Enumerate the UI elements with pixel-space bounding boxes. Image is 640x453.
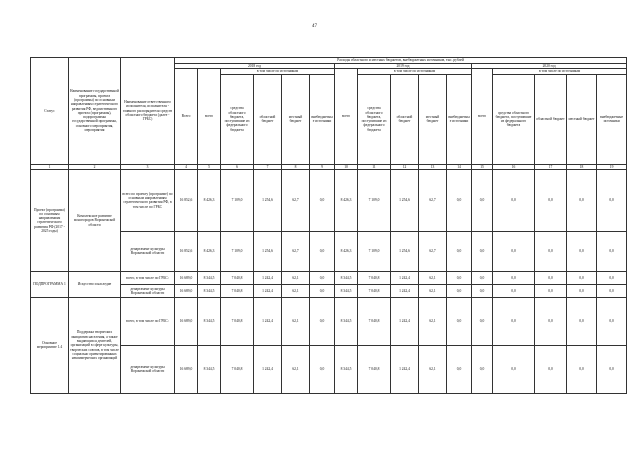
value-cell: 0,0 [447,169,472,231]
value-cell: 1 254,6 [391,169,419,231]
table-row [31,271,627,284]
header-2019-local: местный бюджет [419,74,447,164]
row-status: Основное мероприятие 1.4 [31,297,69,393]
value-cell: 62,7 [282,169,310,231]
value-cell: 0,0 [535,271,567,284]
value-cell: 0,0 [472,169,493,231]
value-cell: 0,0 [310,169,335,231]
value-cell: 0,0 [535,169,567,231]
value-cell: 1 242,4 [391,284,419,297]
row-executor: департамент культуры Воронежской области [121,231,175,271]
header-2018-oblast: областной бюджет [254,74,282,164]
table-body [31,169,627,393]
value-cell: 1 242,4 [254,345,282,393]
value-cell: 62,1 [282,284,310,297]
value-cell: 0,0 [310,297,335,345]
value-cell: 1 242,4 [254,284,282,297]
value-cell: 16 689,0 [175,271,198,284]
value-cell: 0,0 [493,271,535,284]
value-cell: 8 344,5 [198,297,221,345]
value-cell: 62,1 [282,297,310,345]
value-cell: 0,0 [472,345,493,393]
value-cell: 1 254,6 [254,231,282,271]
value-cell: 0,0 [567,284,597,297]
value-cell: 0,0 [597,169,627,231]
value-cell: 1 242,4 [391,345,419,393]
header-year-2018: 2018 год [175,64,335,69]
value-cell: 62,1 [419,297,447,345]
value-cell: 0,0 [472,271,493,284]
header-2020-local: местный бюджет [567,74,597,164]
value-cell: 0,0 [535,231,567,271]
row-status: Проект (программа) по основным направлениям стратегического развития РФ (2017 - 2025 годы) [31,169,69,271]
row-executor: департамент культуры Воронежской области [121,345,175,393]
column-number: 15 [472,164,493,169]
value-cell: 0,0 [597,284,627,297]
page-number: 47 [312,24,317,29]
header-program: Наименование государственной программы, проекта (программы) по основным направлениям стратегического развития РФ, ведомственного проекта (программы), подпрограммы государственной программы, основного мероприятия, мероприятия [69,58,121,165]
value-cell: 7 040,8 [221,284,254,297]
value-cell: 8 344,5 [335,284,358,297]
value-cell: 1 254,6 [254,169,282,231]
header-2018-incl: в том числе по источникам [221,69,335,74]
value-cell: 62,1 [419,345,447,393]
value-cell: 1 254,6 [391,231,419,271]
value-cell: 8 344,5 [198,284,221,297]
row-status: ПОДПРОГРАММА 1 [31,271,69,297]
column-number: 5 [198,164,221,169]
header-2020-fed: средства областного бюджета, поступившие из федерального бюджета [493,74,535,164]
value-cell: 0,0 [493,231,535,271]
column-number: 9 [310,164,335,169]
column-number: 4 [175,164,198,169]
header-table-title: Расходы областного и местных бюджетов, внебюджетных источников, тыс. рублей [175,58,627,64]
row-program-name: Комплексное развитие моногородов Воронежской области [69,169,121,271]
value-cell: 8 426,3 [335,169,358,231]
value-cell: 8 344,5 [198,345,221,393]
header-total: Всего [175,69,198,164]
value-cell: 0,0 [567,169,597,231]
value-cell: 0,0 [597,231,627,271]
value-cell: 0,0 [493,169,535,231]
column-number: 19 [597,164,627,169]
row-executor: всего, в том числе по ГРБС: [121,271,175,284]
column-number: 10 [335,164,358,169]
table-row [31,169,627,231]
header-2019-oblast: областной бюджет [391,74,419,164]
header-2018-fed: средства областного бюджета, поступившие из федерального бюджета [221,74,254,164]
value-cell: 8 344,5 [335,345,358,393]
value-cell: 16 852,6 [175,231,198,271]
header-2019-extra: внебюджетные источники [447,74,472,164]
value-cell: 0,0 [472,297,493,345]
row-executor: департамент культуры Воронежской области [121,284,175,297]
value-cell: 8 426,3 [335,231,358,271]
value-cell: 7 109,0 [358,169,391,231]
value-cell: 0,0 [447,297,472,345]
value-cell: 1 242,4 [254,297,282,345]
column-number: 14 [447,164,472,169]
value-cell: 7 109,0 [221,231,254,271]
value-cell: 0,0 [567,297,597,345]
value-cell: 62,1 [282,345,310,393]
value-cell: 0,0 [535,297,567,345]
value-cell: 62,1 [419,271,447,284]
column-number: 11 [358,164,391,169]
value-cell: 7 040,8 [221,297,254,345]
row-executor: всего по проекту (программе) по основным направлениям стратегического развития РФ, в том числе по ГРБС [121,169,175,231]
value-cell: 7 040,8 [358,345,391,393]
value-cell: 7 109,0 [358,231,391,271]
value-cell: 0,0 [310,231,335,271]
value-cell: 8 344,5 [198,271,221,284]
budget-table [30,57,627,394]
value-cell: 0,0 [447,284,472,297]
column-number: 1 [31,164,69,169]
value-cell: 0,0 [535,284,567,297]
value-cell: 62,1 [282,271,310,284]
column-number: 8 [282,164,310,169]
value-cell: 0,0 [447,345,472,393]
value-cell: 16 689,0 [175,284,198,297]
value-cell: 8 344,5 [335,297,358,345]
value-cell: 0,0 [567,231,597,271]
value-cell: 7 109,0 [221,169,254,231]
value-cell: 16 852,6 [175,169,198,231]
value-cell: 0,0 [493,297,535,345]
value-cell: 7 040,8 [221,271,254,284]
value-cell: 0,0 [472,231,493,271]
value-cell: 1 242,4 [254,271,282,284]
header-2019-vsego: всего [335,69,358,164]
table-row [31,297,627,345]
value-cell: 16 689,0 [175,345,198,393]
header-2018-vsego: всего [198,69,221,164]
column-number: 6 [221,164,254,169]
header-2020-incl: в том числе по источникам [493,69,627,74]
column-number: 2 [69,164,121,169]
value-cell: 7 040,8 [358,284,391,297]
value-cell: 8 426,3 [198,169,221,231]
header-2020-oblast: областной бюджет [535,74,567,164]
value-cell: 0,0 [310,284,335,297]
header-2019-incl: в том числе по источникам [358,69,472,74]
column-number: 7 [254,164,282,169]
value-cell: 0,0 [310,271,335,284]
header-2020-extra: внебюджетные источники [597,74,627,164]
value-cell: 0,0 [597,345,627,393]
value-cell: 0,0 [567,345,597,393]
table-row [31,231,627,271]
header-year-2020: 2020 год [472,64,627,69]
value-cell: 0,0 [493,345,535,393]
value-cell: 0,0 [535,345,567,393]
header-2020-vsego: всего [472,69,493,164]
value-cell: 8 344,5 [335,271,358,284]
value-cell: 7 040,8 [358,271,391,284]
value-cell: 62,7 [282,231,310,271]
header-2019-fed: средства областного бюджета, поступившие из федерального бюджета [358,74,391,164]
value-cell: 0,0 [472,284,493,297]
row-program-name: Искусство и наследие [69,271,121,297]
column-number: 16 [493,164,535,169]
column-number: 13 [419,164,447,169]
header-2018-extra: внебюджетные источники [310,74,335,164]
value-cell: 0,0 [310,345,335,393]
value-cell: 7 040,8 [358,297,391,345]
value-cell: 0,0 [597,271,627,284]
value-cell: 1 242,4 [391,297,419,345]
value-cell: 16 689,0 [175,297,198,345]
table-row [31,345,627,393]
value-cell: 0,0 [567,271,597,284]
column-number: 18 [567,164,597,169]
column-number: 3 [121,164,175,169]
column-number: 17 [535,164,567,169]
value-cell: 62,1 [419,284,447,297]
value-cell: 0,0 [447,231,472,271]
table-row [31,284,627,297]
column-number: 12 [391,164,419,169]
value-cell: 1 242,4 [391,271,419,284]
header-executor: Наименование ответственного исполнителя, исполнителя - главного распорядителя средств областного бюджета (далее - ГРБС) [121,58,175,165]
header-status: Статус [31,58,69,165]
value-cell: 62,7 [419,169,447,231]
value-cell: 8 426,3 [198,231,221,271]
value-cell: 62,7 [419,231,447,271]
row-executor: всего, в том числе по ГРБС: [121,297,175,345]
value-cell: 0,0 [597,297,627,345]
value-cell: 0,0 [493,284,535,297]
header-year-2019: 2019 год [335,64,472,69]
row-program-name: Поддержка творческих инициатив населения, а также выдающихся деятелей, организаций в сфере культуры, творческих союзов, в том числе социально ориентированных некоммерческих организаций [69,297,121,393]
value-cell: 7 040,8 [221,345,254,393]
value-cell: 0,0 [447,271,472,284]
header-2018-local: местный бюджет [282,74,310,164]
